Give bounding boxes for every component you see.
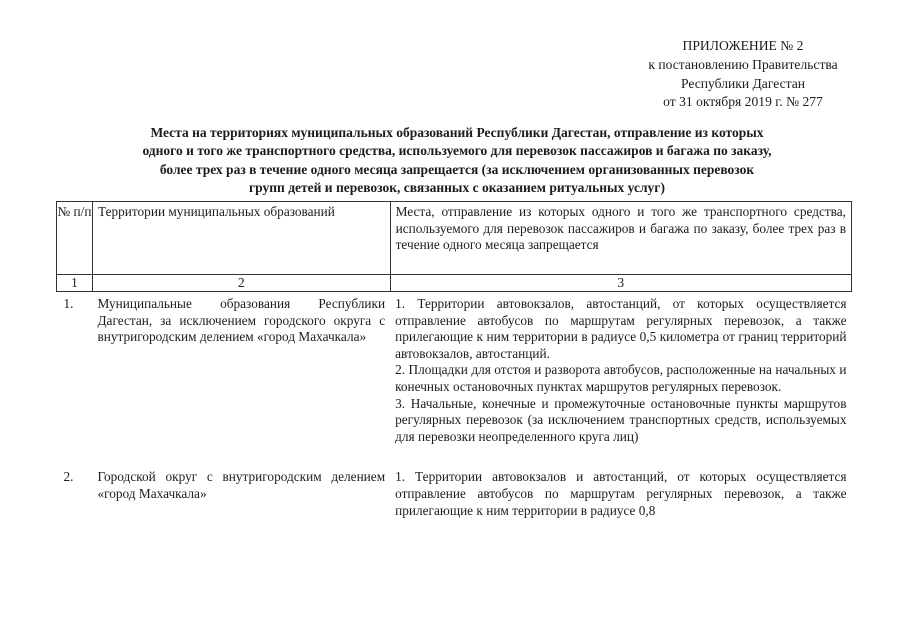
title-line-2: одного и того же транспортного средства, используемого для перевозок пассажиров и багажа по заказу, [142, 143, 772, 159]
column-number: 2 [92, 275, 390, 292]
document-title [94, 124, 820, 198]
column-numbers-row [57, 275, 852, 292]
resolution-ref: к постановлению Правительства [648, 56, 838, 72]
header-places: Места, отправление из которых одного и того же транспортного средства, используемого для перевозок пассажиров и багажа по заказу, более трех раз в течение одного месяца запрещается [390, 202, 851, 275]
title-line-3: более трех раз в течение одного месяца запрещается (за исключением организованных перевозок [159, 161, 755, 177]
row-number: 1. [63, 296, 74, 311]
place-item: 1. Территории автовокзалов и автостанций, от которых осуществляется отправление автобусов по маршрутам регулярных перевозок, а также прилегающие к ним территории в радиусе 0,8 [395, 469, 847, 518]
title-line-1: Места на территориях муниципальных образований Республики Дагестан, отправление из которых [150, 125, 764, 140]
column-number: 3 [390, 275, 851, 292]
place-item: 3. Начальные, конечные и промежуточные остановочные пункты маршрутов регулярных перевозок (за исключением транспортных средств, используемых для перевозки неопределенного круга лиц) [395, 395, 847, 444]
row-number: 2. [63, 469, 74, 485]
header-territories: Территории муниципальных образований [92, 202, 390, 275]
appendix-label: ПРИЛОЖЕНИЕ № 2 [682, 38, 804, 53]
places-table [56, 201, 852, 519]
title-line-4: групп детей и перевозок, связанных с оказанием ритуальных услуг) [249, 180, 665, 196]
places-cell [390, 465, 851, 519]
column-number: 1 [57, 275, 93, 292]
table-row [57, 292, 852, 466]
government-name: Республики Дагестан [680, 75, 806, 91]
header-row [57, 202, 852, 275]
approval-stamp [612, 37, 874, 112]
place-item: 2. Площадки для отстоя и разворота автобусов, расположенные на начальных и конечных остановочных пунктах маршрутов регулярных перевозок. [395, 362, 847, 394]
territory-cell: Муниципальные образования Республики Дагестан, за исключением городского округа с внутригородским делением «город Махачкала» [97, 296, 386, 345]
territory-cell: Городской округ с внутригородским делением «город Махачкала» [97, 469, 386, 501]
table-row [57, 465, 852, 519]
resolution-date: от 31 октября 2019 г. № 277 [663, 94, 823, 110]
places-cell [390, 292, 851, 466]
header-number: № п/п [57, 202, 93, 275]
place-item: 1. Территории автовокзалов, автостанций, от которых осуществляется отправление автобусов по маршрутам регулярных перевозок, а также прилегающие к ним территории в радиусе 0,5 километра от границ территорий автовокзалов, автостанций. [395, 296, 847, 361]
